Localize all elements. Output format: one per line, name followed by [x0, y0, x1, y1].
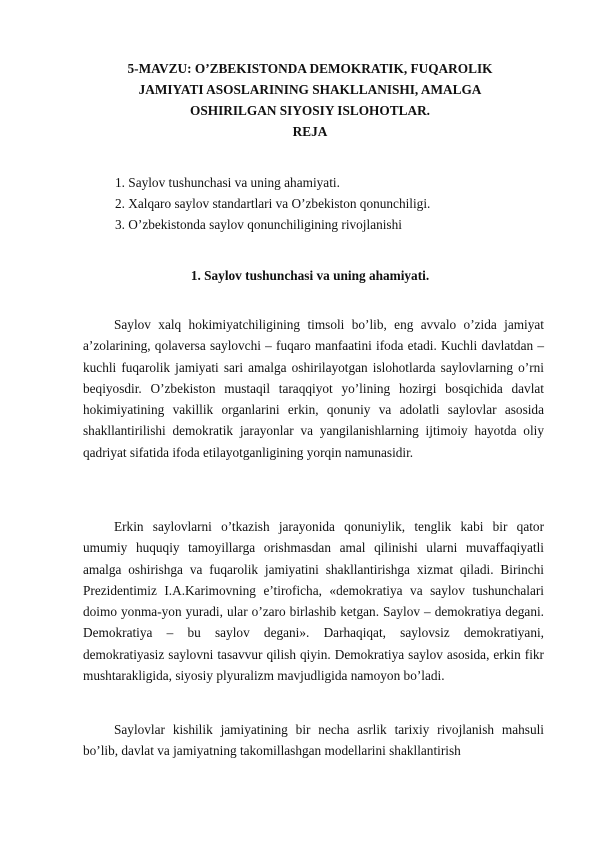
plan-item: 2. Xalqaro saylov standartlari va O’zbekiston qonunchiligi. — [115, 196, 431, 211]
section-heading: 1. Saylov tushunchasi va uning ahamiyati. — [190, 268, 430, 283]
body-paragraph: Saylov xalq hokimiyatchiligining timsoli bo’lib, eng avvalo o’zida jamiyat a’zolarining, qolaversa saylovchi – fuqaro manfaatini ifoda etadi. Kuchli davlatdan – kuchli fuqarolik jamiyati sari amalga oshirilayotgan islohotlarda saylovlarning o’rni beqiyosdir. O’zbekiston mustaqil taraqqiyot yo’lining hozirgi bosqichida davlat hokimiyatining vakillik organlarini erkin, qonuniy va adolatli saylovlar asosida shakllantirilishi demokratik jarayonlar va yangilanishlarning ijtimoiy hayotda oliy qadriyat sifatida ifoda etilayotganligining yorqin namunasidir. — [83, 317, 544, 460]
plan-item: 1. Saylov tushunchasi va uning ahamiyati. — [115, 175, 340, 190]
document-title-line-3: OSHIRILGAN SIYOSIY ISLOHOTLAR. — [189, 103, 431, 118]
document-title-line-1: 5-MAVZU: O’ZBEKISTONDA DEMOKRATIK, FUQAROLIK — [127, 61, 493, 76]
plan-heading: REJA — [292, 124, 328, 139]
plan-item: 3. O’zbekistonda saylov qonunchiligining rivojlanishi — [115, 217, 402, 232]
body-paragraph: Erkin saylovlarni o’tkazish jarayonida qonuniylik, tenglik kabi bir qator umumiy huquqiy tamoyillarga orishmasdan amal qilinishi ularni muvaffaqiyatli amalga oshirishga va fuqarolik jamiyatini shakllantirishga xizmat qiladi. Birinchi Prezidentimiz I.A.Karimovning e’tiroficha, «demokratiya va saylov tushunchalari doimo yonma-yon yuradi, ular o’zaro birlashib ketgan. Saylov – demokratiya degani. Demokratiya – bu saylov degani». Darhaqiqat, saylovsiz demokratiyani, demokratiyasiz saylovni tasavvur qilish qiyin. Demokratiya saylov asosida, erkin fikr mushtarakligida, siyosiy plyuralizm mavjudligida namoyon bo’ladi. — [83, 519, 544, 684]
document-title-line-2: JAMIYATI ASOSLARINING SHAKLLANISHI, AMALGA — [138, 82, 482, 97]
body-paragraph: Saylovlar kishilik jamiyatining bir necha asrlik tarixiy rivojlanish mahsuli bo’lib, davlat va jamiyatning takomillashgan modellarini shakllantirish — [83, 722, 544, 759]
